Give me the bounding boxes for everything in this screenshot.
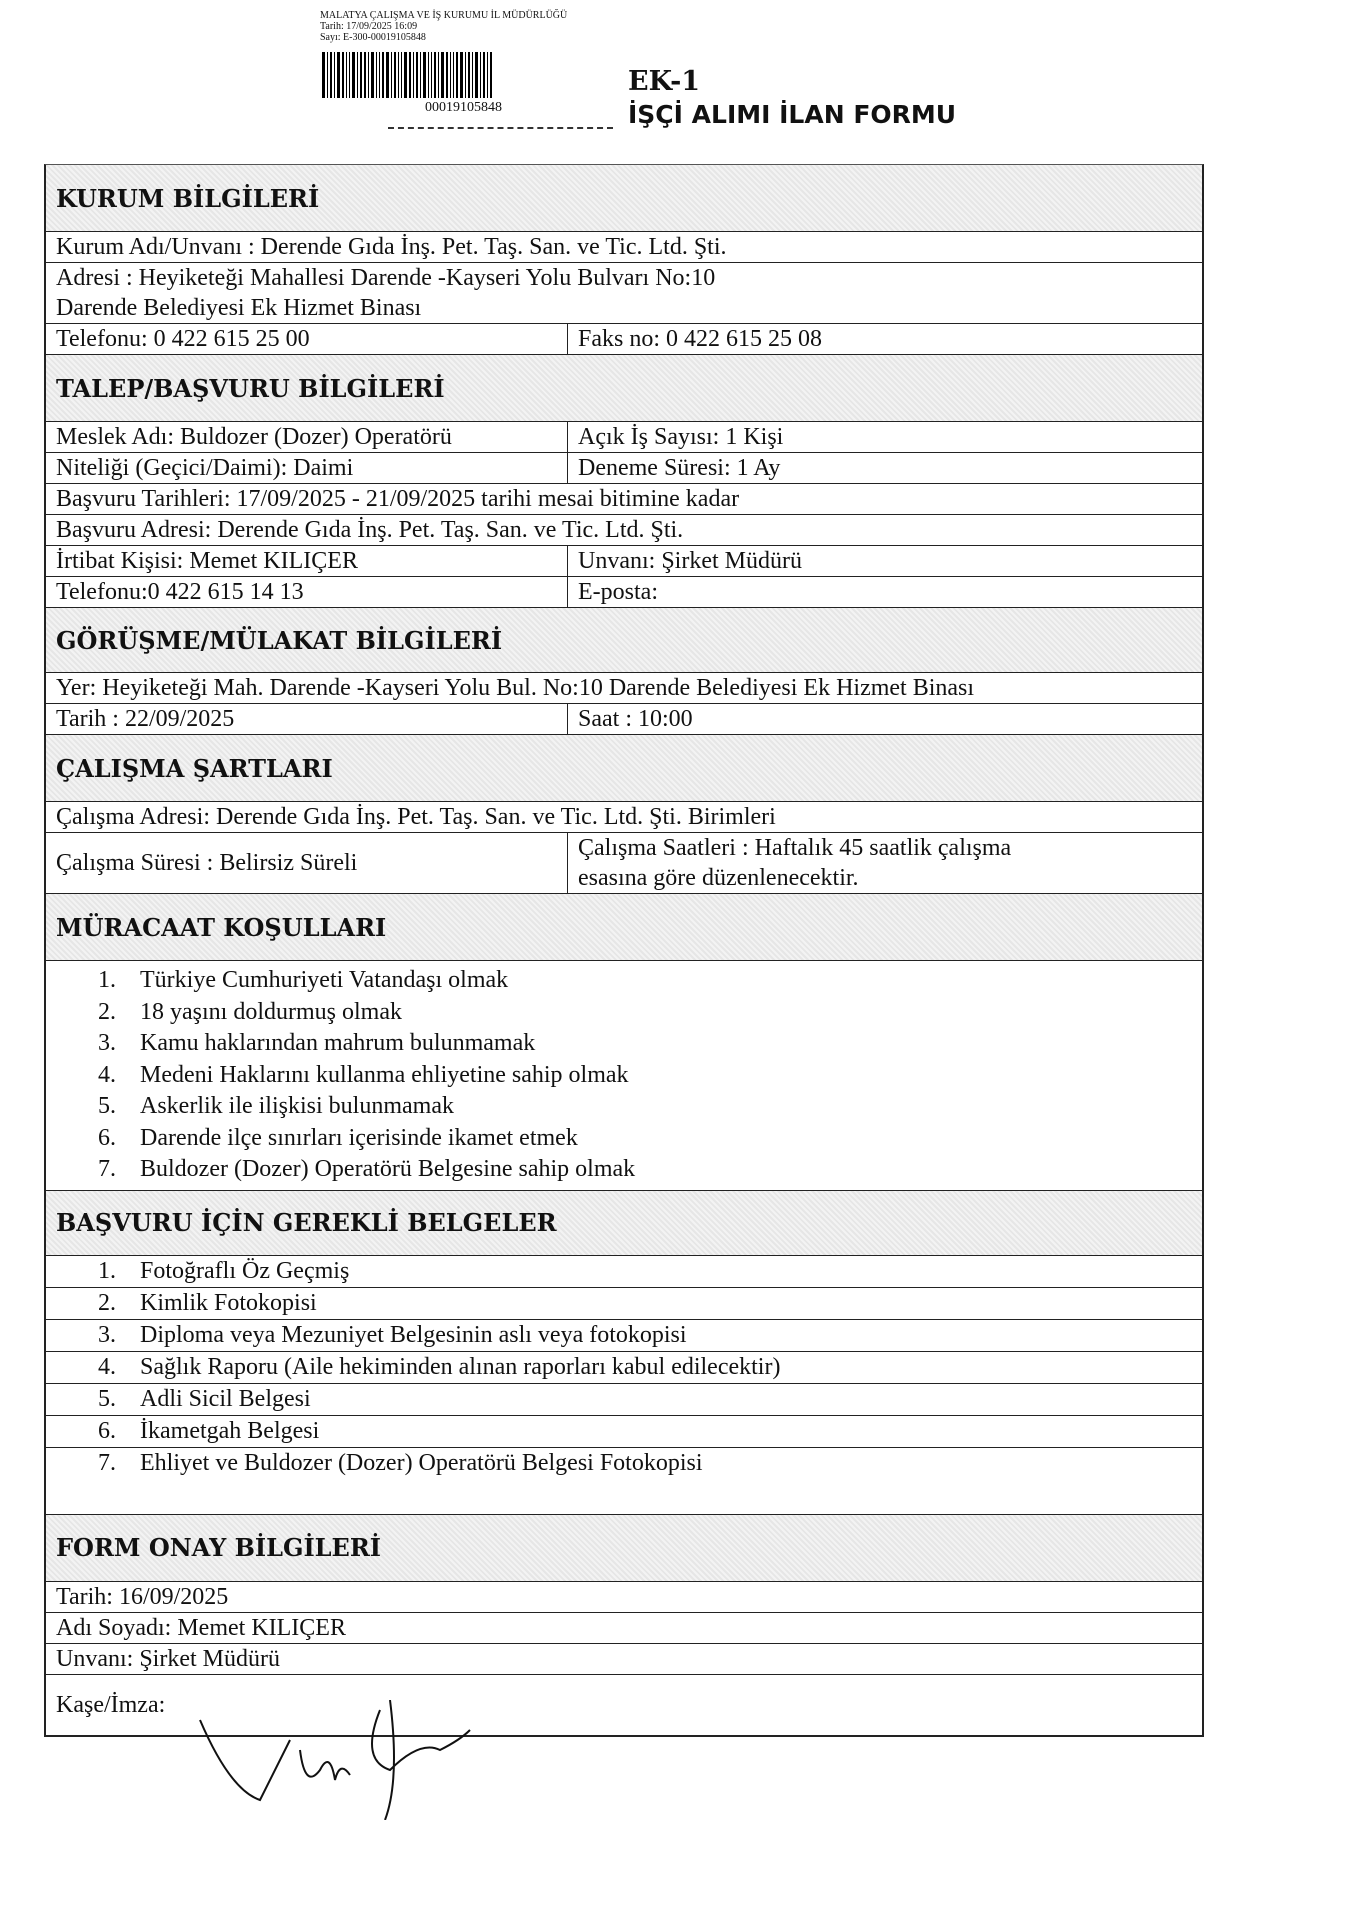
barcode-bar [409,52,411,98]
header-date: Tarih: 17/09/2025 16:09 [320,21,418,32]
barcode-bar [490,52,492,98]
barcode-bar [465,52,466,98]
open-positions: Açık İş Sayısı: 1 Kişi [578,424,784,450]
form-table [44,164,1204,1737]
barcode-bar [342,52,344,98]
list-item: 3. Kamu haklarından mahrum bulunmamak [98,1030,536,1056]
barcode-bar [364,52,366,98]
barcode-bar [327,52,328,98]
job-type: Niteliği (Geçici/Daimi): Daimi [46,453,568,483]
barcode-number: 00019105848 [425,100,502,115]
barcode-bar [357,52,358,98]
approval-date: Tarih: 16/09/2025 [56,1583,229,1610]
barcode-bar [441,52,444,98]
work-hours-line1: Çalışma Saatleri : Haftalık 45 saatlik çalışma [578,835,1012,861]
barcode-bar [352,52,355,98]
section-heading: BAŞVURU İÇİN GEREKLİ BELGELER [46,1191,1202,1256]
contact-title: Unvanı: Şirket Müdürü [578,548,802,574]
list-item: 3. Diploma veya Mezuniyet Belgesinin aslı veya fotokopisi [46,1320,1202,1352]
barcode-bar [404,52,407,98]
barcode-bar [428,52,429,98]
section-heading: MÜRACAAT KOŞULLARI [46,894,1202,961]
barcode-bar [391,52,392,98]
barcode-bar [322,52,325,98]
requirements-list [46,961,1202,1191]
barcode-bar [472,52,473,98]
phone: Telefonu: 0 422 615 25 00 [46,324,568,354]
barcode-bar [483,52,485,98]
annex-label: EK-1 [628,66,701,97]
barcode-bar [376,52,377,98]
barcode-bar [480,52,481,98]
contact-phone: Telefonu:0 422 615 14 13 [46,577,568,607]
section-heading: ÇALIŞMA ŞARTLARI [46,735,1202,802]
barcode-bar [456,52,458,98]
list-item: 2. 18 yaşını doldurmuş olmak [98,998,402,1025]
barcode-bar [398,52,399,98]
section-heading: KURUM BİLGİLERİ [46,165,1202,232]
barcode-bar [453,52,454,98]
barcode-bar [368,52,369,98]
barcode-bar [416,52,418,98]
stamp-signature-label: Kaşe/İmza: [56,1691,166,1718]
barcode-bar [423,52,426,98]
signature-image [190,1700,590,1820]
address-line1: Adresi : Heyiketeği Mahallesi Darende -Kayseri Yolu Bulvarı No:10 [56,265,716,291]
address-line2: Darende Belediyesi Ek Hizmet Binası [56,295,422,321]
barcode-bar [434,52,436,98]
barcode-bar [349,52,350,98]
barcode-bar [438,52,439,98]
list-item: 6. İkametgah Belgesi [46,1416,1202,1448]
list-item: 2. Kimlik Fotokopisi [46,1288,1202,1320]
interview-date: Tarih : 22/09/2025 [46,704,568,734]
barcode-bar [394,52,396,98]
application-dates: Başvuru Tarihleri: 17/09/2025 - 21/09/2025 tarihi mesai bitimine kadar [56,486,740,512]
barcode-bar [475,52,478,98]
probation: Deneme Süresi: 1 Ay [578,455,781,481]
list-item: 6. Darende ilçe sınırları içerisinde ikamet etmek [98,1124,578,1151]
form-title: İŞÇİ ALIMI İLAN FORMU [628,100,957,129]
section-heading: FORM ONAY BİLGİLERİ [46,1515,1202,1582]
barcode-bar [386,52,389,98]
barcode-bar [446,52,448,98]
work-address: Çalışma Adresi: Derende Gıda İnş. Pet. Taş. San. ve Tic. Ltd. Şti. Birimleri [56,804,776,830]
list-item: 7. Buldozer (Dozer) Operatörü Belgesine sahip olmak [98,1156,636,1182]
barcode-bar [346,52,347,98]
divider [388,127,613,129]
approval-title: Unvanı: Şirket Müdürü [56,1645,280,1672]
interview-place: Yer: Heyiketeği Mah. Darende -Kayseri Yolu Bul. No:10 Darende Belediyesi Ek Hizmet Binası [56,675,975,701]
barcode-bar [413,52,414,98]
list-item: 1. Türkiye Cumhuriyeti Vatandaşı olmak [98,967,509,993]
barcode-bar [360,52,362,98]
contact-email: E-posta: [578,579,658,605]
barcode-bar [371,52,374,98]
barcode-bar [382,52,384,98]
barcode-bar [420,52,421,98]
barcode-bar [330,52,332,98]
barcode-bar [487,52,488,98]
occupation: Meslek Adı: Buldozer (Dozer) Operatörü [46,422,568,452]
fax: Faks no: 0 422 615 25 08 [578,326,823,352]
contact-person: İrtibat Kişisi: Memet KILIÇER [46,546,568,576]
barcode-bar [431,52,432,98]
barcode-bar [334,52,335,98]
list-item: 5. Askerlik ile ilişkisi bulunmamak [98,1093,454,1119]
barcode-bar [468,52,470,98]
list-item: 5. Adli Sicil Belgesi [46,1384,1202,1416]
approval-name: Adı Soyadı: Memet KILIÇER [56,1614,346,1641]
barcode-bar [337,52,340,98]
barcode-bar [450,52,451,98]
company-name: Kurum Adı/Unvanı : Derende Gıda İnş. Pet. Taş. San. ve Tic. Ltd. Şti. [56,234,727,260]
barcode-bar [401,52,402,98]
list-item: 4. Sağlık Raporu (Aile hekiminden alınan raporları kabul edilecektir) [46,1352,1202,1384]
application-address: Başvuru Adresi: Derende Gıda İnş. Pet. Taş. San. ve Tic. Ltd. Şti. [56,517,684,543]
list-item: 4. Medeni Haklarını kullanma ehliyetine sahip olmak [98,1061,629,1088]
section-heading: GÖRÜŞME/MÜLAKAT BİLGİLERİ [46,608,1202,673]
interview-time: Saat : 10:00 [578,706,693,732]
section-heading: TALEP/BAŞVURU BİLGİLERİ [46,355,1202,422]
list-item: 7. Ehliyet ve Buldozer (Dozer) Operatörü Belgesi Fotokopisi [46,1448,1202,1515]
work-duration: Çalışma Süresi : Belirsiz Süreli [46,833,568,893]
barcode-bar [460,52,463,98]
barcode [322,52,614,98]
header-number: Sayı: E-300-00019105848 [320,32,426,43]
barcode-bar [379,52,380,98]
work-hours-line2: esasına göre düzenlenecektir. [578,865,859,891]
list-item: 1. Fotoğraflı Öz Geçmiş [46,1256,1202,1288]
header-org: MALATYA ÇALIŞMA VE İŞ KURUMU İL MÜDÜRLÜĞÜ [320,10,568,21]
